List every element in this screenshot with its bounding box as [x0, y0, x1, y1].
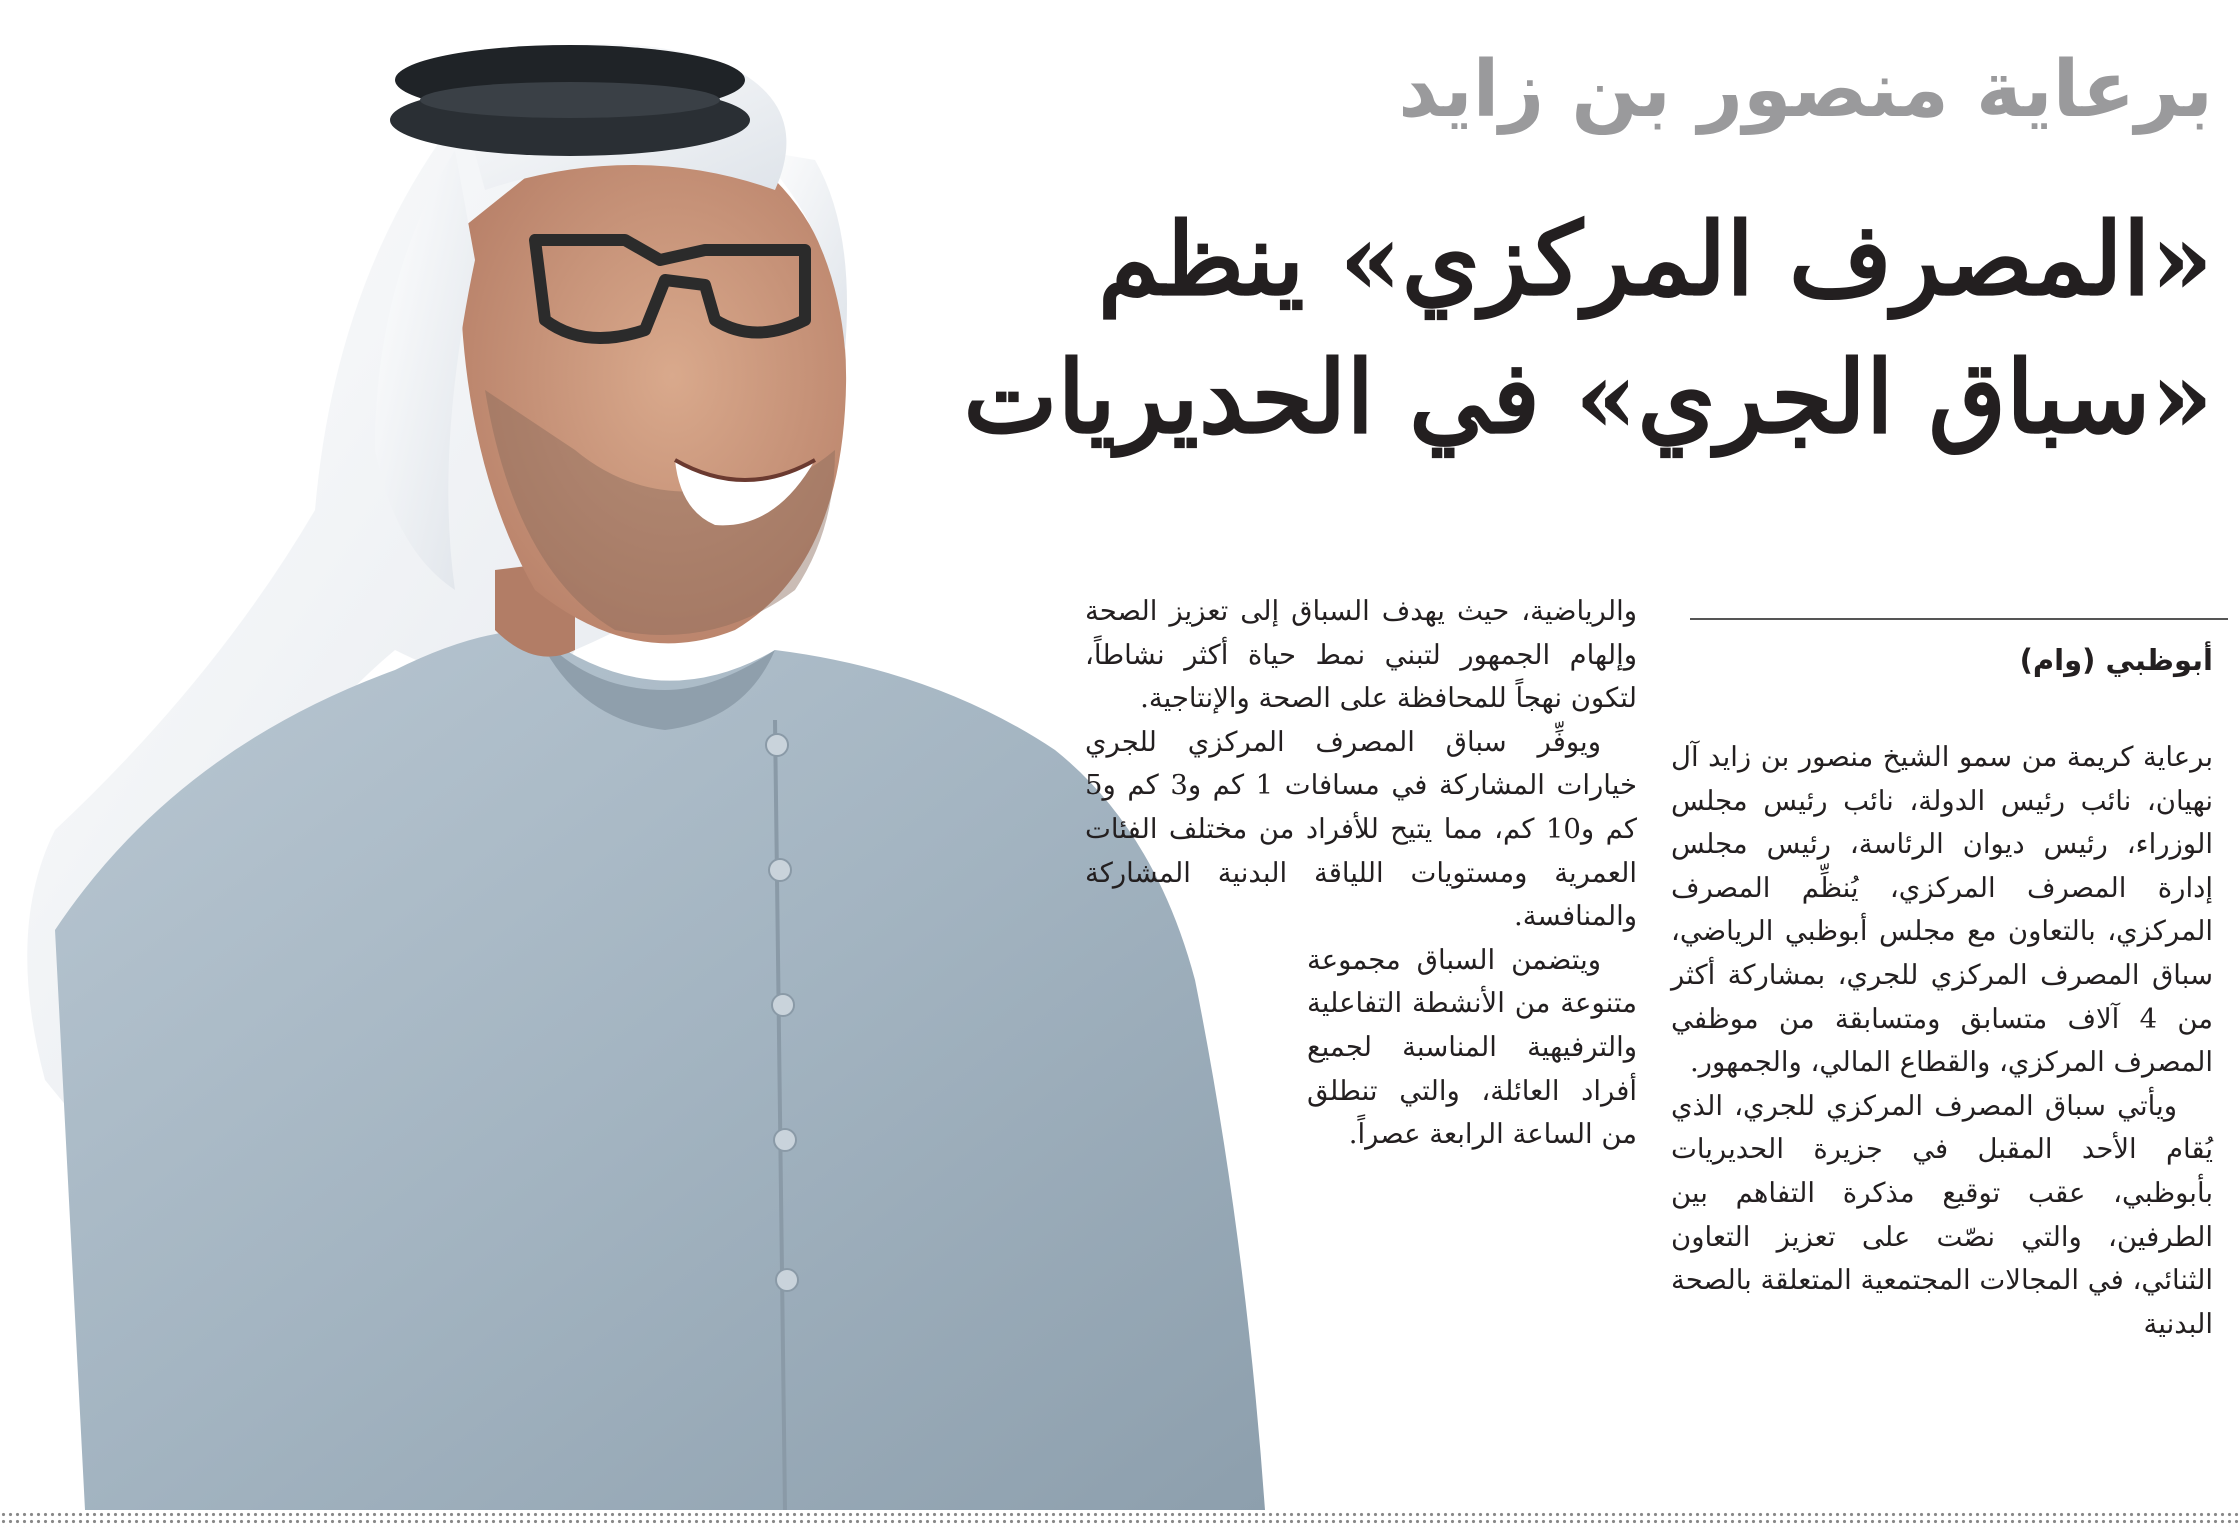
page-border-dots — [0, 1511, 2239, 1527]
byline-rule — [1690, 618, 2228, 620]
paragraph: والرياضية، حيث يهدف السباق إلى تعزيز الصحة وإلهام الجمهور لتبني نمط حياة أكثر نشاطاً، لتكون نهجاً للمحافظة على الصحة والإنتاجية. — [1085, 595, 1637, 715]
headline-line-1: «المصرف المركزي» ينظم — [1097, 200, 2213, 318]
byline: أبوظبي (وام) — [2019, 643, 2213, 677]
paragraph: برعاية كريمة من سمو الشيخ منصور بن زايد آل نهيان، نائب رئيس الدولة، نائب رئيس مجلس الوزراء، رئيس ديوان الرئاسة، رئيس مجلس إدارة المصرف المركزي، يُنظِّم المصرف المركزي، بالتعاون مع مجلس أبوظبي الرياضي، سباق المصرف المركزي للجري، بمشاركة أكثر من 4 آلاف متسابق ومتسابقة من موظفي المصرف المركزي، والقطاع المالي، والجمهور. — [1671, 741, 2213, 1079]
paragraph: ويوفِّر سباق المصرف المركزي للجري خيارات المشاركة في مسافات 1 كم و3 كم و5 كم و10 كم، مما يتيح للأفراد من مختلف الفئات العمرية ومستويات اللياقة البدنية المشاركة والمنافسة. — [1085, 725, 1637, 933]
article-column-left — [1085, 590, 1637, 1157]
headline — [963, 190, 2213, 466]
paragraph: ويأتي سباق المصرف المركزي للجري، الذي يُقام الأحد المقبل في جزيرة الحديريات بأبوظبي، عقب توقيع مذكرة التفاهم بين الطرفين، والتي نصّت على تعزيز التعاون الثنائي، في المجالات المجتمعية المتعلقة بالصحة البدنية — [1670, 1089, 2213, 1340]
paragraph: ويتضمن السباق مجموعة متنوعة من الأنشطة التفاعلية والترفيهية المناسبة لجميع أفراد العائلة، والتي تنطلق من الساعة الرابعة عصراً. — [1307, 943, 1637, 1151]
article-column-right — [1671, 736, 2213, 1346]
headline-line-2: «سباق الجري» في الحديريات — [963, 338, 2213, 456]
kicker: برعاية منصور بن زايد — [1398, 45, 2213, 135]
